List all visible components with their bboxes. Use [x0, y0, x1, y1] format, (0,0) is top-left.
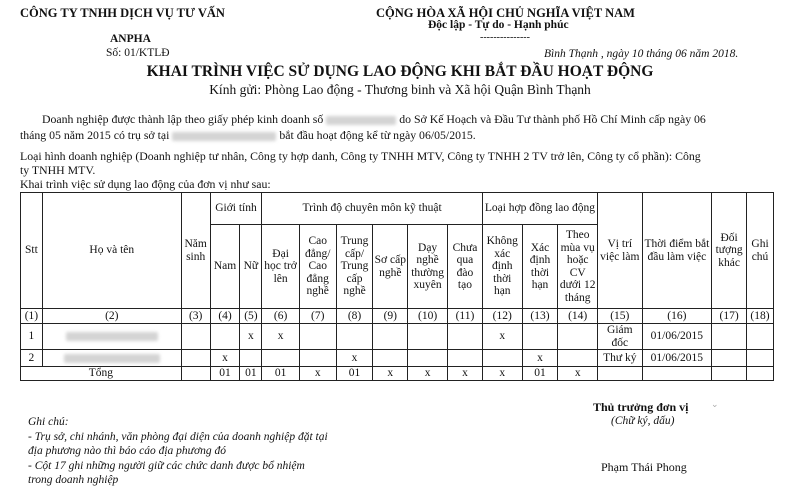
doc-number: Số: 01/KTLĐ [106, 47, 170, 59]
cell [181, 350, 210, 367]
place-date: Bình Thạnh , ngày 10 tháng 06 năm 2018. [544, 48, 739, 60]
signature-subtitle: (Chữ ký, dấu) [611, 415, 675, 427]
business-type-line2: ty TNHH MTV. [20, 163, 96, 177]
signatory-name: Phạm Thái Phong [601, 460, 687, 474]
total-cell: 01 [240, 367, 262, 381]
col-name-header: Họ và tên [42, 193, 181, 309]
total-cell [712, 367, 747, 381]
index-cell: (17) [712, 309, 747, 324]
redacted-address [172, 132, 276, 141]
cell: x [336, 350, 373, 367]
total-cell: x [299, 367, 336, 381]
small-dropdown-icon: ⌄ [711, 399, 719, 409]
notes-line: - Trụ sở, chi nhánh, văn phòng đại diện của doanh nghiệp đặt tại [28, 431, 328, 443]
col-elem-header: Sơ cấp nghề [373, 225, 408, 309]
paragraph-license [42, 112, 706, 126]
cell-stt: 1 [21, 324, 43, 350]
index-cell: (10) [408, 309, 448, 324]
cell [210, 324, 240, 350]
cell [262, 350, 300, 367]
cell [240, 350, 262, 367]
total-row [21, 367, 774, 381]
col-regular-header: Dạy nghề thường xuyên [408, 225, 448, 309]
index-cell: (12) [482, 309, 522, 324]
total-cell: x [448, 367, 483, 381]
cell [712, 350, 747, 367]
total-cell [598, 367, 643, 381]
col-male-header: Nam [210, 225, 240, 309]
index-cell: (6) [262, 309, 300, 324]
col-female-header: Nữ [240, 225, 262, 309]
col-fixed-header: Xác định thời hạn [522, 225, 558, 309]
col-indef-header: Không xác định thời hạn [482, 225, 522, 309]
col-contract-header: Loại hợp đồng lao động [482, 193, 597, 225]
index-cell: (16) [642, 309, 712, 324]
total-cell: x [482, 367, 522, 381]
redacted-name [66, 332, 158, 341]
col-inter-header: Trung cấp/ Trung cấp nghề [336, 225, 373, 309]
license-text-d: bắt đầu hoạt động kể từ ngày 06/05/2015. [279, 128, 476, 142]
cell [408, 324, 448, 350]
col-gender-header: Giới tính [210, 193, 262, 225]
recipient: Kính gửi: Phòng Lao động - Thương binh và Xã hội Quận Bình Thạnh [209, 82, 591, 97]
cell-name [42, 324, 181, 350]
col-seasonal-header: Theo mùa vụ hoặc CV dưới 12 tháng [558, 225, 598, 309]
signature-title: Thủ trưởng đơn vị [593, 400, 689, 414]
paragraph-address [20, 128, 476, 142]
col-position-header: Vị trí việc làm [598, 193, 643, 309]
license-text-a: Doanh nghiệp được thành lập theo giấy phép kinh doanh số [42, 112, 324, 126]
notes-line: - Cột 17 ghi những người giữ các chức danh được bổ nhiệm [28, 460, 305, 472]
cell [558, 324, 598, 350]
company-name: ANPHA [110, 33, 151, 45]
total-cell: 01 [262, 367, 300, 381]
index-cell: (5) [240, 309, 262, 324]
company-line: CÔNG TY TNHH DỊCH VỤ TƯ VẤN [20, 6, 225, 20]
index-cell: (2) [42, 309, 181, 324]
col-object-header: Đối tượng khác [712, 193, 747, 309]
cell [299, 324, 336, 350]
index-cell: (7) [299, 309, 336, 324]
table-row [21, 324, 774, 350]
cell: x [210, 350, 240, 367]
col-college-header: Cao đẳng/ Cao đẳng nghề [299, 225, 336, 309]
cell [408, 350, 448, 367]
cell-start-date: 01/06/2015 [642, 350, 712, 367]
cell-position: Giám đốc [598, 324, 643, 350]
table-row [21, 350, 774, 367]
total-cell: x [373, 367, 408, 381]
col-stt-header: Stt [21, 193, 43, 309]
col-birth-header: Năm sinh [181, 193, 210, 309]
nation-title: CỘNG HÒA XÃ HỘI CHỦ NGHĨA VIỆT NAM [376, 6, 635, 20]
index-cell: (13) [522, 309, 558, 324]
col-skill-header: Trình độ chuyên môn kỹ thuật [262, 193, 483, 225]
cell [558, 350, 598, 367]
col-note-header: Ghi chú [747, 193, 774, 309]
cell [712, 324, 747, 350]
cell-name [42, 350, 181, 367]
total-cell: 01 [210, 367, 240, 381]
total-cell [747, 367, 774, 381]
index-cell: (11) [448, 309, 483, 324]
cell [299, 350, 336, 367]
cell [448, 324, 483, 350]
cell [448, 350, 483, 367]
labor-table [20, 192, 774, 381]
redacted-name [64, 354, 160, 363]
index-cell: (1) [21, 309, 43, 324]
redacted-license-number [326, 116, 396, 125]
col-untrained-header: Chưa qua đào tạo [448, 225, 483, 309]
index-cell: (4) [210, 309, 240, 324]
cell: x [262, 324, 300, 350]
cell: x [240, 324, 262, 350]
cell-position: Thư ký [598, 350, 643, 367]
cell-start-date: 01/06/2015 [642, 324, 712, 350]
total-cell [642, 367, 712, 381]
notes-line: địa phương nào thì báo cáo địa phương đó [28, 445, 226, 457]
header-row-1 [21, 193, 774, 225]
col-uni-header: Đại học trở lên [262, 225, 300, 309]
index-cell: (8) [336, 309, 373, 324]
total-cell: x [408, 367, 448, 381]
index-cell: (15) [598, 309, 643, 324]
index-cell: (9) [373, 309, 408, 324]
notes-title: Ghi chú: [28, 416, 69, 428]
motto: Độc lập - Tự do - Hạnh phúc [428, 19, 569, 31]
cell [373, 350, 408, 367]
index-cell: (18) [747, 309, 774, 324]
cell: x [482, 324, 522, 350]
motto-rule: --------------- [480, 32, 530, 43]
cell [522, 324, 558, 350]
cell [181, 324, 210, 350]
cell [336, 324, 373, 350]
cell [747, 350, 774, 367]
cell [373, 324, 408, 350]
cell [747, 324, 774, 350]
notes-line: trong doanh nghiệp [28, 474, 119, 486]
cell: x [522, 350, 558, 367]
total-cell: 01 [522, 367, 558, 381]
total-cell: x [558, 367, 598, 381]
license-text-c: tháng 05 năm 2015 có trụ sở tại [20, 128, 170, 142]
business-type-line1: Loại hình doanh nghiệp (Doanh nghiệp tư nhân, Công ty hợp danh, Công ty TNHH MTV, Công ty TNHH 2 TV trở lên, Công ty cổ phần): Công [20, 149, 701, 163]
index-cell: (14) [558, 309, 598, 324]
index-row [21, 309, 774, 324]
col-start-header: Thời điểm bắt đầu làm việc [642, 193, 712, 309]
cell-stt: 2 [21, 350, 43, 367]
cell [482, 350, 522, 367]
document-title: KHAI TRÌNH VIỆC SỬ DỤNG LAO ĐỘNG KHI BẮT ĐẦU HOẠT ĐỘNG [146, 63, 654, 80]
table-intro: Khai trình việc sử dụng lao động của đơn vị như sau: [20, 177, 271, 191]
total-cell: 01 [336, 367, 373, 381]
license-text-b: do Sở Kế Hoạch và Đầu Tư thành phố Hồ Chí Minh cấp ngày 06 [399, 112, 706, 126]
total-label: Tổng [21, 367, 182, 381]
total-cell [181, 367, 210, 381]
index-cell: (3) [181, 309, 210, 324]
